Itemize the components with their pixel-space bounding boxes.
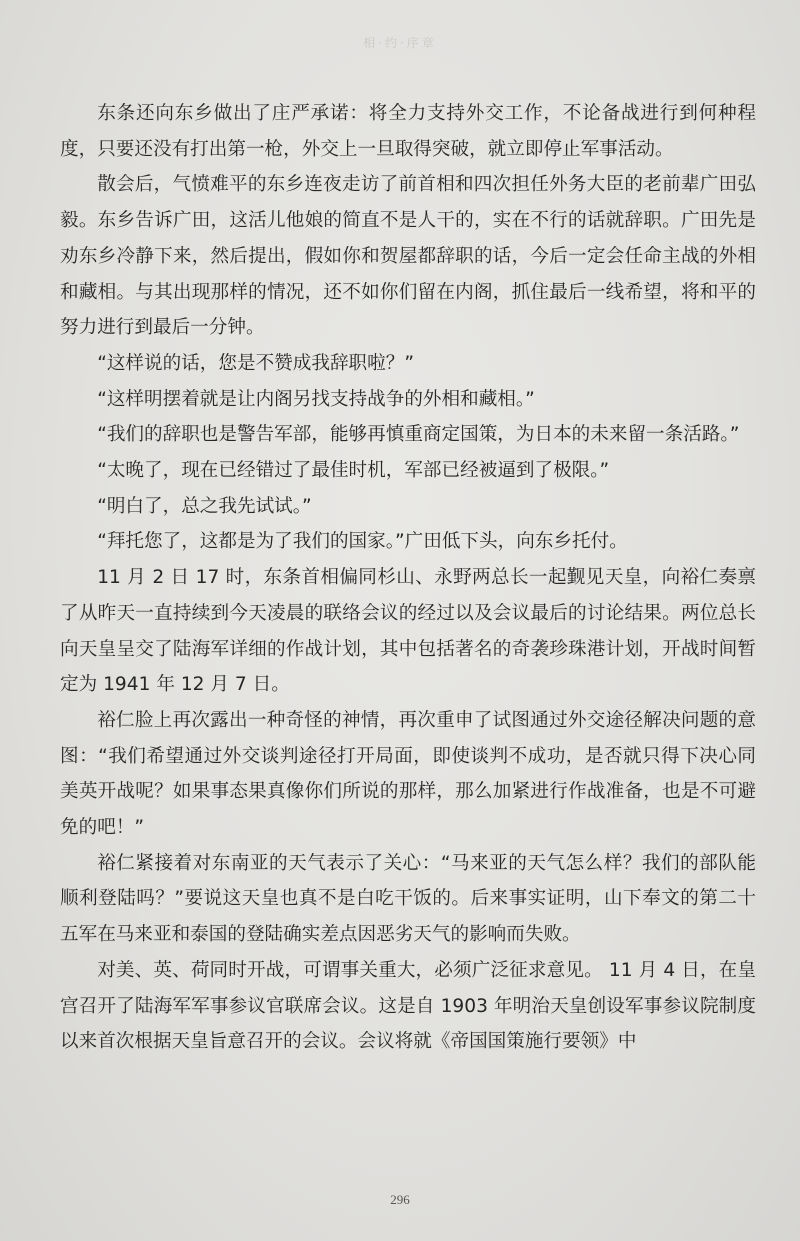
paragraph: “明白了，总之我先试试。”: [97, 495, 312, 517]
paragraph: “这样说的话，您是不赞成我辞职啦？”: [97, 352, 414, 374]
paragraph: 裕仁脸上再次露出一种奇怪的神情，再次重申了试图通过外交途径解决问题的意图：“我们希望通过外交谈判途径打开局面，即使谈判不成功，是否就只得下决心同美英开战呢？如果事态果真像你们所说的那样，那么加紧进行作战准备，也是不可避免的吧！”: [60, 709, 756, 839]
paragraph: 对美、英、荷同时开战，可谓事关重大，必须广泛征求意见。 11 月 4 日，在皇宫召开了陆海军军事参议官联席会议。这是自 1903 年明治天皇创设军事参议院制度以来首次根据天皇旨意召开的会议。会议将就《帝国国策施行要领》中: [60, 959, 756, 1053]
page-number: 296: [390, 1192, 410, 1207]
body-text: [60, 96, 756, 1060]
paragraph: 散会后，气愤难平的东乡连夜走访了前首相和四次担任外务大臣的老前辈广田弘毅。东乡告诉广田，这活儿他娘的简直不是人干的，实在不行的话就辞职。广田先是劝东乡冷静下来，然后提出，假如你和贺屋都辞职的话，今后一定会任命主战的外相和藏相。与其出现那样的情况，还不如你们留在内阁，抓住最后一线希望，将和平的努力进行到最后一分钟。: [60, 174, 756, 339]
paragraph: “拜托您了，这都是为了我们的国家。”广田低下头，向东乡托付。: [97, 531, 628, 553]
paragraph: “这样明摆着就是让内阁另找支持战争的外相和藏相。”: [97, 388, 535, 410]
paragraph: “我们的辞职也是警告军部，能够再慎重商定国策，为日本的未来留一条活路。”: [97, 424, 740, 446]
paragraph: 11 月 2 日 17 时，东条首相偏同杉山、永野两总长一起觐见天皇，向裕仁奏禀了从昨天一直持续到今天凌晨的联络会议的经过以及会议最后的讨论结果。两位总长向天皇呈交了陆海军详细的作战计划，其中包括著名的奇袭珍珠港计划，开战时间暂定为 1941 年 12 月 7 日。: [60, 567, 756, 696]
paragraph: 东条还向东乡做出了庄严承诺：将全力支持外交工作，不论备战进行到何种程度，只要还没有打出第一枪，外交上一旦取得突破，就立即停止军事活动。: [60, 103, 756, 160]
paragraph: 裕仁紧接着对东南亚的天气表示了关心：“马来亚的天气怎么样？我们的部队能顺利登陆吗？”要说这天皇也真不是白吃干饭的。后来事实证明，山下奉文的第二十五军在马来亚和泰国的登陆确实差点因恶劣天气的影响而失败。: [60, 852, 756, 946]
running-head: 相·约·序章: [363, 36, 437, 50]
paragraph: “太晚了，现在已经错过了最佳时机，军部已经被逼到了极限。”: [97, 460, 610, 482]
